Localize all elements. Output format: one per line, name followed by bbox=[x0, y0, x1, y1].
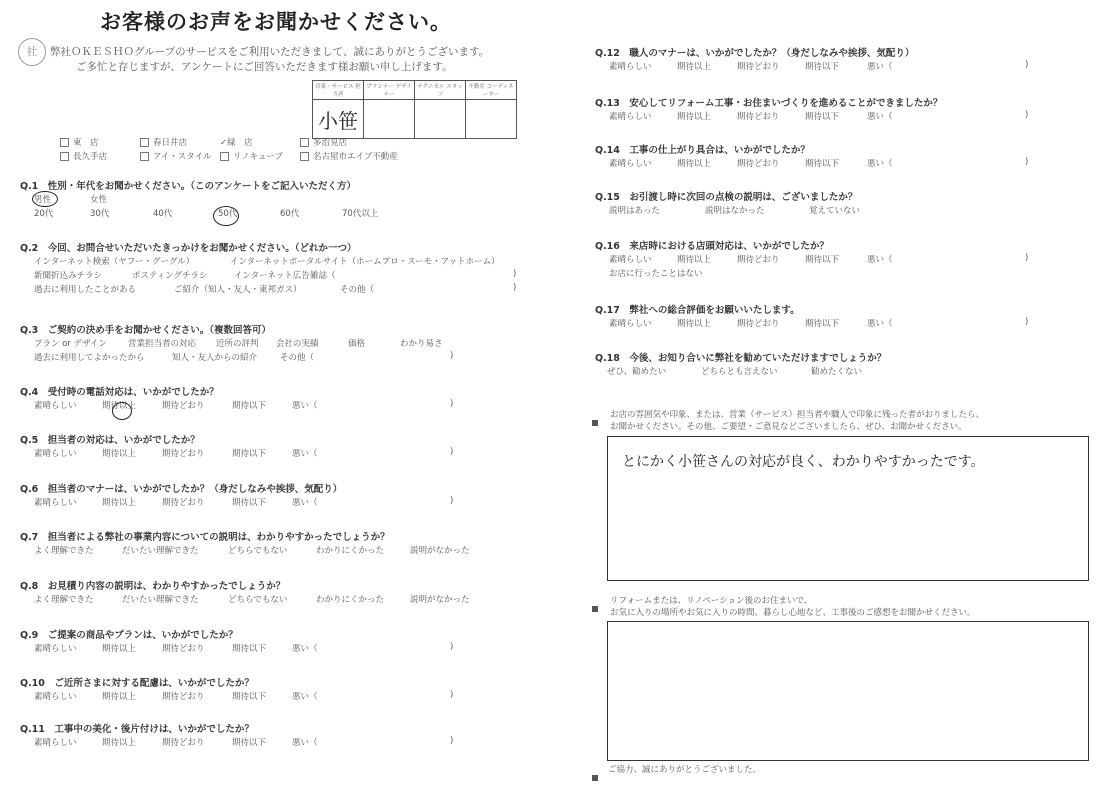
answer-option[interactable]: 悪い（ bbox=[867, 159, 893, 169]
question-title: Q.8 お見積り内容の説明は、わかりやすかったでしょうか？ bbox=[20, 581, 286, 592]
question-title: Q.7 担当者による弊社の事業内容についての説明は、わかりやすかったでしょうか？ bbox=[20, 532, 390, 543]
store-checkbox[interactable] bbox=[140, 138, 149, 147]
answer-option[interactable]: 期待以上 bbox=[677, 319, 712, 329]
answer-option[interactable]: 悪い（ bbox=[292, 498, 318, 508]
store-checkbox[interactable] bbox=[140, 152, 149, 161]
store-checkbox[interactable] bbox=[60, 138, 69, 147]
store-label: 多治見店 bbox=[313, 138, 348, 148]
answer-option[interactable]: 素晴らしい bbox=[34, 692, 77, 702]
intro-line-2: ご多忙と存じますが、アンケートにご回答いただきます様お願い申し上げます。 bbox=[76, 61, 453, 73]
answer-option[interactable]: インターネット検索（ヤフー・グーグル） bbox=[34, 257, 195, 267]
answer-option[interactable]: 素晴らしい bbox=[34, 449, 77, 459]
answer-option[interactable]: 悪い（ bbox=[867, 112, 893, 122]
answer-option[interactable]: 素晴らしい bbox=[609, 112, 652, 122]
answer-option[interactable]: 悪い（ bbox=[867, 255, 893, 265]
free-text-2-box[interactable] bbox=[607, 621, 1089, 761]
closing-message: ご協力、誠にありがとうございました。 bbox=[608, 765, 762, 775]
question-title: Q.13 安心してリフォーム工事・お住まいづくりを進めることができましたか？ bbox=[595, 98, 943, 109]
answer-option[interactable]: 素晴らしい bbox=[34, 738, 77, 748]
answer-option[interactable]: どちらとも言えない bbox=[701, 367, 778, 377]
company-logo: 社 bbox=[18, 38, 46, 66]
answer-option[interactable]: 説明はなかった bbox=[705, 206, 765, 216]
question-title: Q.2 今回、お問合せいただいたきっかけをお聞かせください。（どれか一つ） bbox=[20, 243, 357, 254]
answer-circle-mark bbox=[213, 206, 239, 226]
free-text-1-box[interactable] bbox=[607, 436, 1089, 581]
answer-option[interactable]: 素晴らしい bbox=[34, 401, 77, 411]
answer-option[interactable]: 悪い（ bbox=[867, 62, 893, 72]
answer-paren: ) bbox=[450, 690, 454, 700]
question-title: Q.4 受付時の電話対応は、いかがでしたか？ bbox=[20, 387, 219, 398]
answer-paren: ) bbox=[450, 351, 454, 361]
answer-option[interactable]: 期待以下 bbox=[805, 255, 840, 265]
answer-option[interactable]: 雑誌（ bbox=[310, 271, 336, 281]
free-text-2-prompt-line1: リフォームまたは、リノベーション後のお住まいで、 bbox=[610, 596, 813, 606]
answer-option[interactable]: 知人・友人からの紹介 bbox=[172, 353, 258, 363]
staff-header-technical: テクニカル スタッフ bbox=[415, 81, 466, 100]
answer-paren: ) bbox=[450, 736, 454, 746]
store-checkbox[interactable] bbox=[300, 152, 309, 161]
answer-option[interactable]: よく理解できた bbox=[34, 546, 94, 556]
answer-option[interactable]: ぜひ、勧めたい bbox=[607, 367, 667, 377]
store-label: 東 店 bbox=[73, 138, 99, 148]
question-title: Q.1 性別・年代をお聞かせください。（このアンケートをご記入いただく方） bbox=[20, 181, 356, 192]
question-title: Q.15 お引渡し時に次回の点検の説明は、ございましたか？ bbox=[595, 192, 858, 203]
answer-option[interactable]: 悪い（ bbox=[292, 449, 318, 459]
answer-option[interactable]: 説明がなかった bbox=[410, 546, 470, 556]
answer-option[interactable]: 60代 bbox=[280, 209, 300, 219]
answer-option[interactable]: 40代 bbox=[153, 209, 173, 219]
question-title: Q.18 今後、お知り合いに弊社を勧めていただけますでしょうか？ bbox=[595, 353, 887, 364]
staff-header-sales: 営業・サービス 担当者 bbox=[313, 81, 364, 100]
staff-table bbox=[312, 80, 517, 139]
answer-option[interactable]: 女性 bbox=[90, 195, 108, 205]
answer-option[interactable]: 新聞折込みチラシ bbox=[34, 271, 103, 281]
answer-option[interactable]: 説明がなかった bbox=[410, 595, 470, 605]
staff-sales-name[interactable]: 小笹 bbox=[313, 100, 364, 139]
answer-option[interactable]: 50代 bbox=[218, 209, 238, 219]
answer-option[interactable]: 期待どおり bbox=[162, 449, 205, 459]
free-text-1-answer: とにかく小笹さんの対応が良く、わかりやすかったです。 bbox=[622, 454, 985, 470]
answer-option[interactable]: 期待以下 bbox=[805, 112, 840, 122]
intro-line-1: 弊社ＯＫＥＳＨＯグループのサービスをご利用いただきまして、誠にありがとうございます。 bbox=[50, 46, 490, 58]
answer-option[interactable]: 素晴らしい bbox=[609, 255, 652, 265]
answer-option[interactable]: 覚えていない bbox=[809, 206, 861, 216]
answer-option[interactable]: 20代 bbox=[34, 209, 54, 219]
staff-realestate-name[interactable] bbox=[466, 100, 517, 139]
page-title: お客様のお声をお聞かせください。 bbox=[100, 10, 452, 34]
answer-circle-mark bbox=[32, 191, 58, 207]
answer-option[interactable]: 期待以上 bbox=[102, 449, 137, 459]
store-label: 春日井店 bbox=[153, 138, 188, 148]
answer-option[interactable]: 期待どおり bbox=[162, 738, 205, 748]
store-checklist bbox=[60, 136, 398, 164]
answer-option[interactable]: 勧めたくない bbox=[811, 367, 863, 377]
answer-option[interactable]: 期待どおり bbox=[737, 159, 780, 169]
store-label: リノキューブ bbox=[233, 152, 283, 162]
question-title: Q.14 工事の仕上がり具合は、いかがでしたか？ bbox=[595, 145, 810, 156]
answer-paren: ) bbox=[1025, 110, 1029, 120]
answer-option[interactable]: その他（ bbox=[340, 285, 375, 295]
answer-paren: ) bbox=[1025, 253, 1029, 263]
answer-option[interactable]: 期待以上 bbox=[102, 498, 137, 508]
answer-paren: ) bbox=[450, 447, 454, 457]
answer-option[interactable]: わかりにくかった bbox=[316, 595, 385, 605]
answer-option[interactable]: どちらでもない bbox=[228, 546, 288, 556]
answer-option[interactable]: 期待以上 bbox=[102, 692, 137, 702]
question-title: Q.5 担当者の対応は、いかがでしたか？ bbox=[20, 435, 200, 446]
answer-option[interactable]: 悪い（ bbox=[292, 692, 318, 702]
answer-option[interactable]: 期待どおり bbox=[162, 498, 205, 508]
answer-option[interactable]: 期待以下 bbox=[232, 449, 267, 459]
answer-option[interactable]: 期待どおり bbox=[737, 255, 780, 265]
answer-option[interactable]: 会社の実績 bbox=[276, 339, 319, 349]
store-checkbox[interactable] bbox=[300, 138, 309, 147]
answer-option[interactable]: 近所の評判 bbox=[216, 339, 259, 349]
answer-option[interactable]: 過去に利用してよかったから bbox=[34, 353, 145, 363]
answer-option[interactable]: プラン or デザイン bbox=[34, 339, 108, 349]
answer-option[interactable]: その他（ bbox=[280, 353, 315, 363]
answer-option[interactable]: 素晴らしい bbox=[34, 644, 77, 654]
answer-option[interactable]: 男性 bbox=[34, 195, 52, 205]
free-text-1-prompt-line1: お店の雰囲気や印象、または、営業（サービス）担当者や職人で印象に残った者がおりましたら、 bbox=[610, 410, 985, 420]
answer-option[interactable]: 期待以上 bbox=[677, 159, 712, 169]
answer-option[interactable]: 説明はあった bbox=[609, 206, 660, 216]
answer-option[interactable]: インターネットポータルサイト（ホームプロ・スーモ・アットホーム） bbox=[230, 257, 500, 267]
answer-option[interactable]: ご紹介（知人・友人・東邦ガス） bbox=[174, 285, 302, 295]
answer-option[interactable]: 悪い（ bbox=[292, 401, 318, 411]
answer-option[interactable]: 期待以下 bbox=[232, 401, 267, 411]
answer-option[interactable]: インターネット広告 bbox=[234, 271, 310, 281]
answer-option[interactable]: よく理解できた bbox=[34, 595, 94, 605]
question-title: Q.10 ご近所さまに対する配慮は、いかがでしたか？ bbox=[20, 678, 254, 689]
question-title: Q.12 職人のマナーは、いかがでしたか？（身だしなみや挨拶、気配り） bbox=[595, 48, 915, 59]
store-label: 名古屋市エイブ不動産 bbox=[313, 152, 398, 162]
answer-option[interactable]: 期待以上 bbox=[677, 255, 712, 265]
answer-option[interactable]: 素晴らしい bbox=[609, 159, 652, 169]
free-text-2-bullet bbox=[592, 598, 606, 617]
answer-option[interactable]: 価格 bbox=[348, 339, 366, 349]
answer-option[interactable]: 期待以下 bbox=[232, 738, 267, 748]
free-text-1-bullet bbox=[592, 412, 606, 431]
free-text-1-prompt-line2: お聞かせください。その他、ご要望・ご意見などございましたら、ぜひ、お聞かせください。 bbox=[610, 422, 967, 432]
staff-planner-name[interactable] bbox=[364, 100, 415, 139]
free-text-2-prompt-line2: お気に入りの場所やお気に入りの時間、暮らし心地など、工事後のご感想をお聞かせください。 bbox=[610, 608, 976, 618]
answer-option[interactable]: 期待以上 bbox=[102, 738, 137, 748]
answer-option[interactable]: 期待どおり bbox=[737, 319, 780, 329]
answer-option[interactable]: 期待以上 bbox=[677, 112, 712, 122]
answer-paren: ) bbox=[450, 496, 454, 506]
answer-option[interactable]: 30代 bbox=[90, 209, 110, 219]
answer-option[interactable]: どちらでもない bbox=[228, 595, 288, 605]
answer-option[interactable]: お店に行ったことはない bbox=[609, 269, 703, 279]
answer-option[interactable]: ポスティングチラシ bbox=[132, 271, 208, 281]
answer-option[interactable]: 期待以下 bbox=[232, 644, 267, 654]
answer-option[interactable]: 期待以下 bbox=[805, 62, 840, 72]
answer-option[interactable]: 期待以下 bbox=[232, 692, 267, 702]
answer-option[interactable]: 過去に利用したことがある bbox=[34, 285, 137, 295]
answer-option[interactable]: 素晴らしい bbox=[34, 498, 77, 508]
question-title: Q.11 工事中の美化・後片付けは、いかがでしたか？ bbox=[20, 724, 254, 735]
store-label: 長久手店 bbox=[73, 152, 108, 162]
answer-option[interactable]: 期待どおり bbox=[737, 112, 780, 122]
answer-option[interactable]: わかり易さ bbox=[400, 339, 443, 349]
staff-header-planner: プランナー デザイナー bbox=[364, 81, 415, 100]
staff-technical-name[interactable] bbox=[415, 100, 466, 139]
store-label: ✓緑 店 bbox=[220, 138, 253, 148]
answer-option[interactable]: だいたい理解できた bbox=[122, 595, 199, 605]
answer-option[interactable]: 悪い（ bbox=[292, 738, 318, 748]
answer-paren: ) bbox=[1025, 317, 1029, 327]
store-checkbox[interactable] bbox=[60, 152, 69, 161]
answer-paren: ) bbox=[450, 642, 454, 652]
closing-bullet bbox=[592, 767, 606, 786]
answer-option[interactable]: だいたい理解できた bbox=[122, 546, 199, 556]
answer-option[interactable]: 期待以下 bbox=[805, 159, 840, 169]
answer-paren: ) bbox=[513, 283, 517, 293]
answer-option[interactable]: 期待どおり bbox=[162, 644, 205, 654]
question-title: Q.3 ご契約の決め手をお聞かせください。（複数回答可） bbox=[20, 325, 272, 336]
answer-option[interactable]: 期待以下 bbox=[805, 319, 840, 329]
answer-paren: ) bbox=[450, 399, 454, 409]
question-title: Q.17 弊社への総合評価をお願いいたします。 bbox=[595, 305, 800, 316]
staff-header-realestate: 不動産 コーディネーター bbox=[466, 81, 517, 100]
answer-option[interactable]: 期待以上 bbox=[102, 401, 137, 411]
answer-option[interactable]: 悪い（ bbox=[292, 644, 318, 654]
answer-option[interactable]: 素晴らしい bbox=[609, 319, 652, 329]
answer-paren: ) bbox=[1025, 60, 1029, 70]
answer-option[interactable]: 70代以上 bbox=[342, 209, 379, 219]
answer-option[interactable]: 期待どおり bbox=[162, 692, 205, 702]
answer-option[interactable]: わかりにくかった bbox=[316, 546, 385, 556]
question-title: Q.16 来店時における店頭対応は、いかがでしたか？ bbox=[595, 241, 829, 252]
answer-option[interactable]: 期待どおり bbox=[162, 401, 205, 411]
question-title: Q.6 担当者のマナーは、いかがでしたか？（身だしなみや挨拶、気配り） bbox=[20, 484, 343, 495]
store-checkbox[interactable] bbox=[220, 152, 229, 161]
answer-option[interactable]: 営業担当者の対応 bbox=[128, 339, 197, 349]
answer-option[interactable]: 期待以上 bbox=[677, 62, 712, 72]
answer-option[interactable]: 素晴らしい bbox=[609, 62, 652, 72]
answer-paren: ) bbox=[1025, 157, 1029, 167]
store-label: アイ・スタイル bbox=[153, 152, 212, 162]
answer-circle-mark bbox=[112, 402, 132, 420]
answer-option[interactable]: 悪い（ bbox=[867, 319, 893, 329]
answer-option[interactable]: 期待以上 bbox=[102, 644, 137, 654]
answer-paren: ) bbox=[513, 269, 517, 279]
answer-option[interactable]: 期待以下 bbox=[232, 498, 267, 508]
question-title: Q.9 ご提案の商品やプランは、いかがでしたか？ bbox=[20, 630, 238, 641]
answer-option[interactable]: 期待どおり bbox=[737, 62, 780, 72]
